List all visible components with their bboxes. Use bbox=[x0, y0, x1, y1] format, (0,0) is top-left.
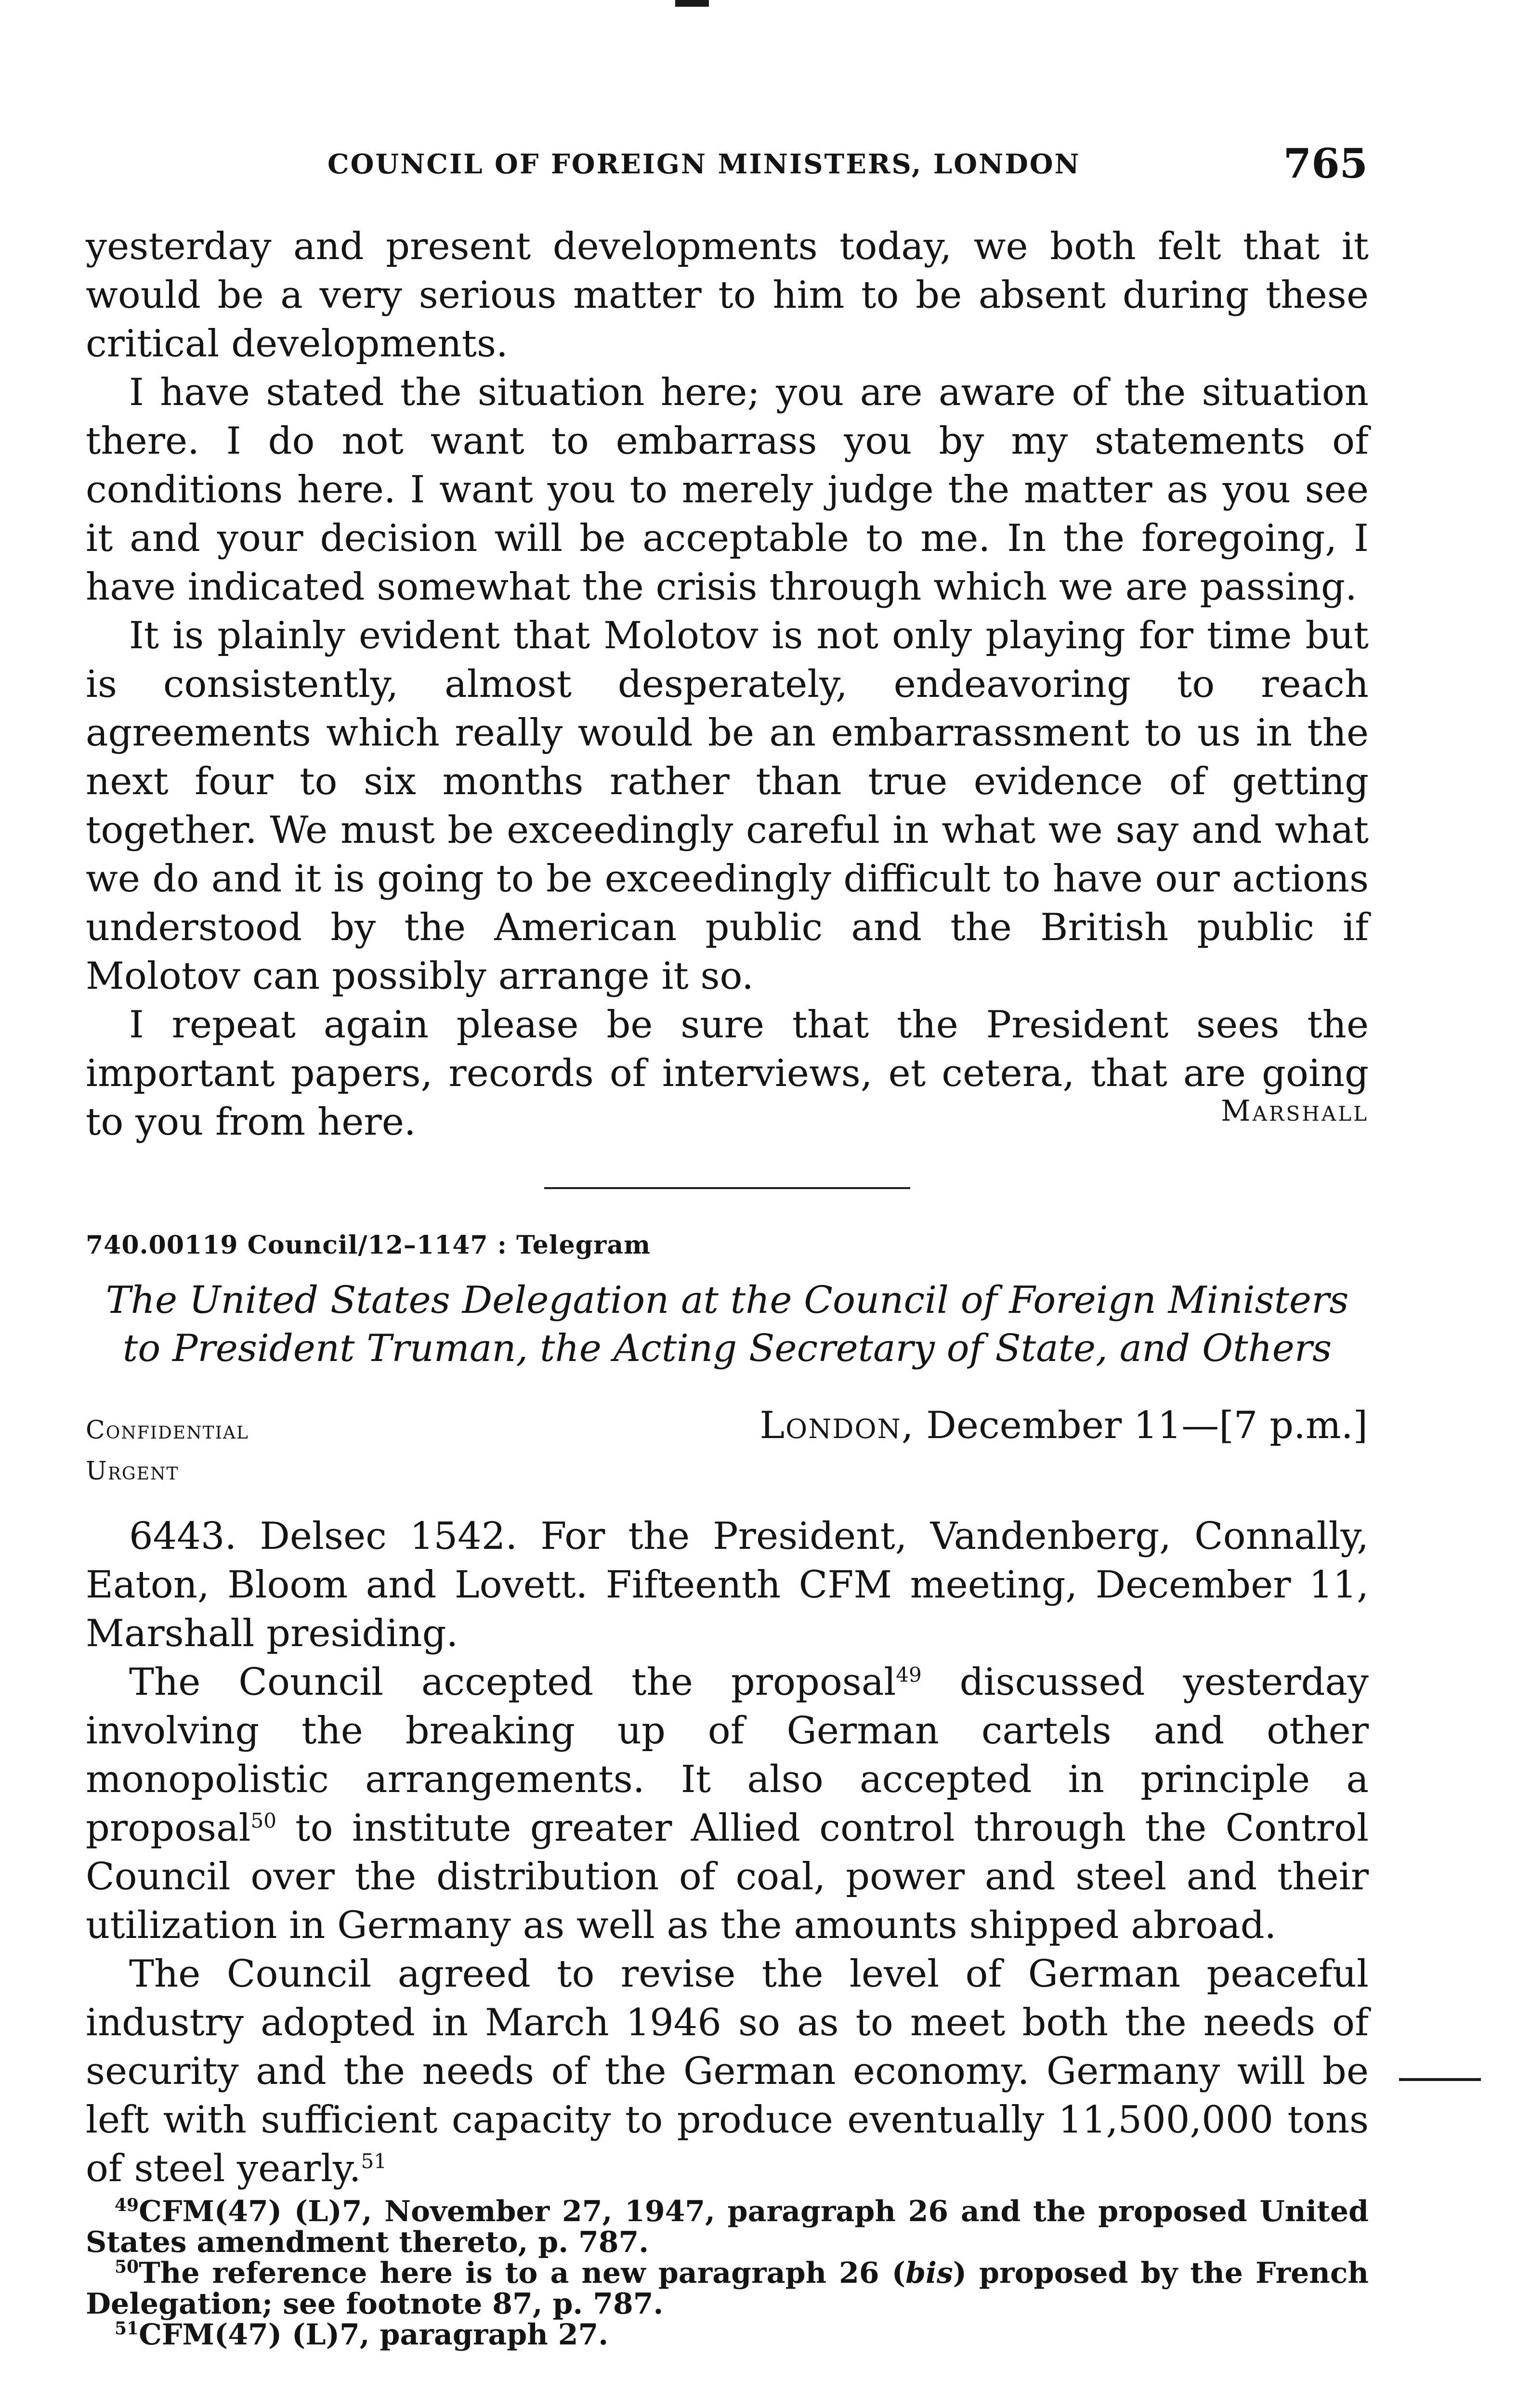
footnote-text: ) proposed by the French Delegation; see footnote 87, p. 787. bbox=[86, 2256, 1369, 2321]
telegram-text bbox=[86, 1512, 1369, 2193]
dateline bbox=[759, 1404, 1368, 1447]
paragraph: I have stated the situation here; you are aware of the situation there. I do not want to embarrass you by my statements of conditions here. I want you to merely judge the matter as you see it and your decision will be acceptable to me. In the foregoing, I have indicated somewhat the crisis through which we are passing. bbox=[86, 371, 1369, 609]
top-edge-mark bbox=[675, 0, 709, 7]
file-reference: 740.00119 Council/12–1147 : Telegram bbox=[86, 1230, 651, 1260]
document-title-line: The United States Delegation at the Council of Foreign Ministers bbox=[105, 1279, 1349, 1322]
page-number: 765 bbox=[1283, 140, 1368, 187]
footnote-marker: 50 bbox=[115, 2257, 139, 2277]
dateline-place: London, bbox=[759, 1404, 915, 1447]
upper-letter-text bbox=[86, 222, 1369, 1147]
signature: Marshall bbox=[1221, 1094, 1369, 1128]
page-header bbox=[87, 140, 1368, 193]
paragraph bbox=[86, 1950, 1369, 2193]
paragraph: I repeat again please be sure that the President sees the important papers, records of interviews, et cetera, that are going to you from here. bbox=[86, 1003, 1369, 1144]
footnote-text: CFM(47) (L)7, paragraph 27. bbox=[139, 2318, 609, 2352]
paragraph: 6443. Delsec 1542. For the President, Vandenberg, Connally, Eaton, Bloom and Lovett. Fifteenth CFM meeting, December 11, Marshall presiding. bbox=[86, 1515, 1369, 1655]
paragraph-text: discussed yesterday involving the breaking up of German cartels and other monopolistic arrangements. It also accepted in principle a proposal bbox=[86, 1661, 1369, 1850]
classification-urgent: Urgent bbox=[86, 1457, 179, 1486]
paragraph-text: The Council agreed to revise the level of German peaceful industry adopted in March 1946 so as to meet both the needs of security and the needs of the German economy. Germany will be left with sufficient capacity to produce eventually 11,500,000 tons of steel yearly. bbox=[86, 1952, 1369, 2190]
footnote-marker: 49 bbox=[115, 2195, 139, 2215]
footnote-text: The reference here is to a new paragraph 26 ( bbox=[139, 2256, 906, 2290]
footnote-italic: bis bbox=[905, 2256, 953, 2290]
footnote bbox=[86, 2319, 1369, 2350]
paragraph-text: to institute greater Allied control through the Control Council over the distribution of coal, power and steel and their utilization in Germany as well as the amounts shipped abroad. bbox=[86, 1806, 1369, 1947]
footnote-ref: 51 bbox=[361, 2149, 387, 2173]
running-head: COUNCIL OF FOREIGN MINISTERS, LONDON bbox=[327, 148, 1081, 180]
document-title-line: to President Truman, the Acting Secretary of State, and Others bbox=[122, 1327, 1332, 1370]
footnote-ref: 49 bbox=[896, 1663, 922, 1687]
paragraph-text: The Council accepted the proposal bbox=[129, 1661, 896, 1704]
section-divider bbox=[544, 1187, 910, 1189]
classification-confidential: Confidential bbox=[86, 1416, 249, 1445]
paragraph: yesterday and present developments today, we both felt that it would be a very serious matter to him to be absent during these critical developments. bbox=[86, 225, 1369, 366]
footnote-text: CFM(47) (L)7, November 27, 1947, paragraph 26 and the proposed United States amendment thereto, p. 787. bbox=[86, 2195, 1369, 2259]
footnote bbox=[86, 2196, 1369, 2258]
dateline-date: December 11—[7 p.m.] bbox=[926, 1404, 1368, 1447]
document-title bbox=[86, 1276, 1369, 1373]
paragraph bbox=[86, 1658, 1369, 1950]
margin-mark bbox=[1399, 2078, 1481, 2081]
footnote-ref: 50 bbox=[250, 1809, 276, 1832]
footnote-marker: 51 bbox=[115, 2318, 139, 2339]
paragraph: It is plainly evident that Molotov is not only playing for time but is consistently, almost desperately, endeavoring to reach agreements which really would be an embarrassment to us in the next four to six months rather than true evidence of getting together. We must be exceedingly careful in what we say and what we do and it is going to be exceedingly difficult to have our actions understood by the American public and the British public if Molotov can possibly arrange it so. bbox=[86, 614, 1369, 998]
footnotes bbox=[86, 2196, 1369, 2350]
footnote bbox=[86, 2258, 1369, 2319]
